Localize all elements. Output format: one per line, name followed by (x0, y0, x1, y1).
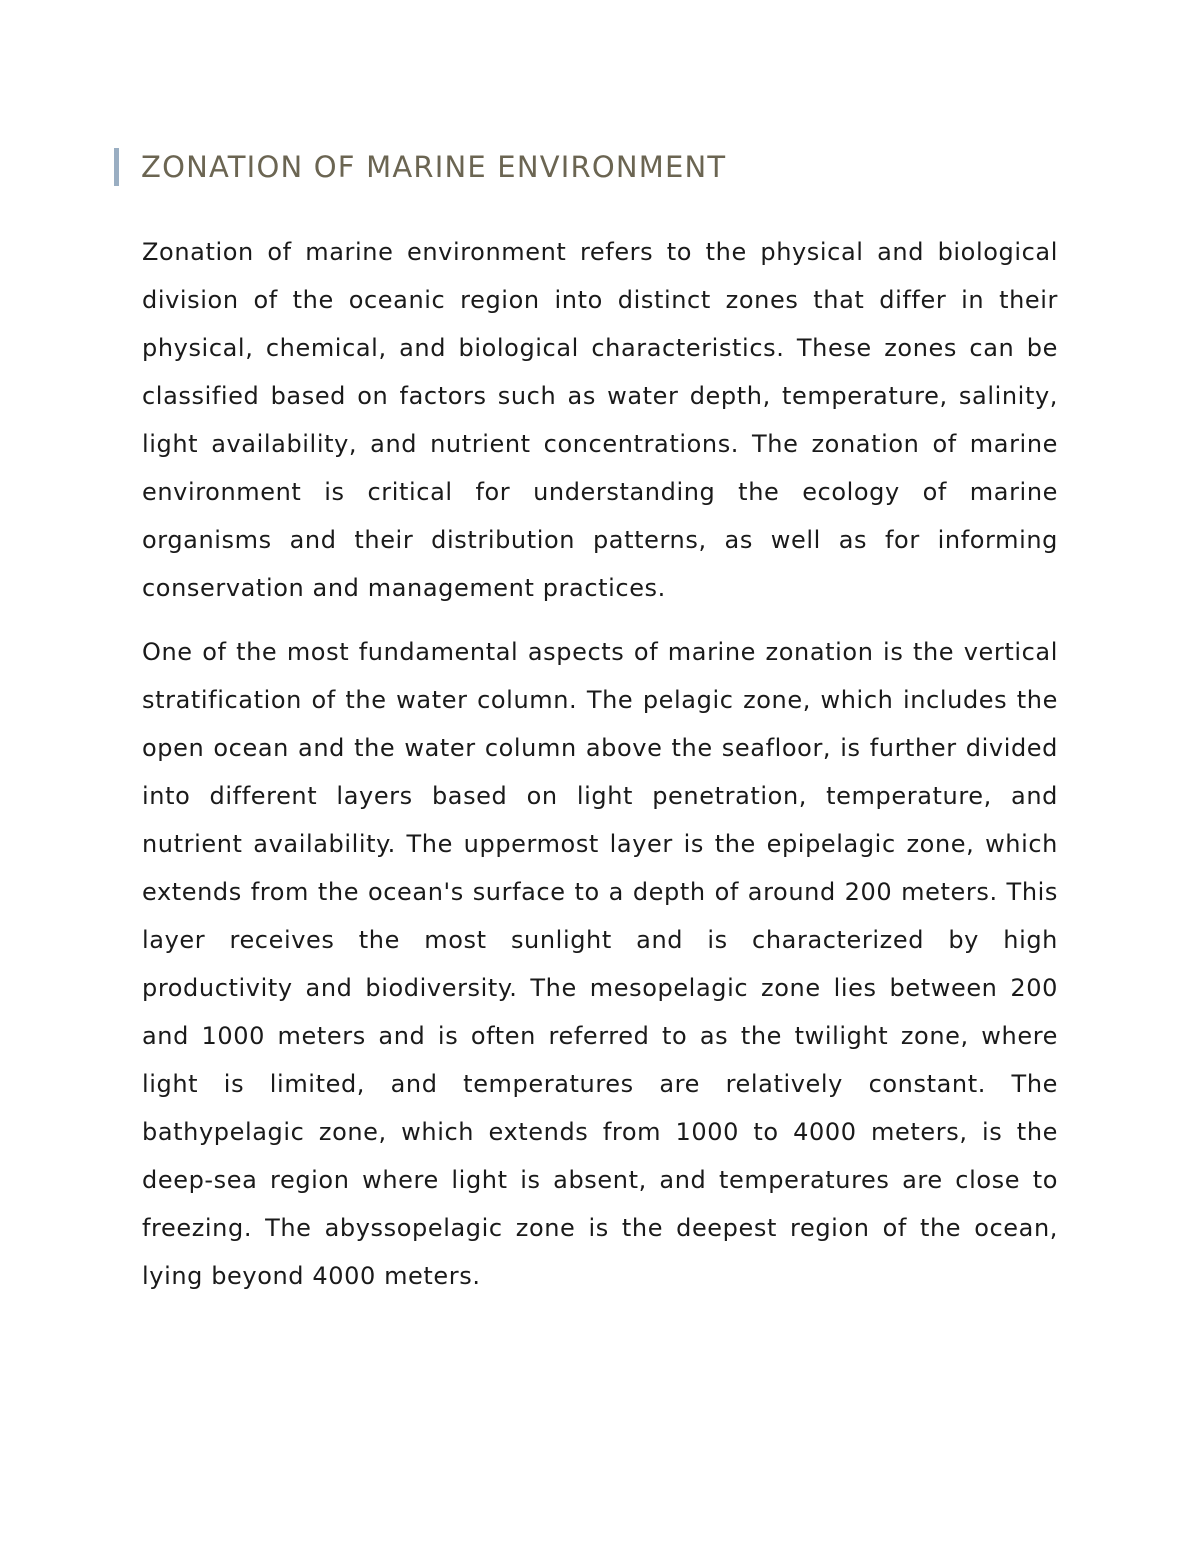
heading-accent-bar (114, 148, 119, 186)
paragraph-intro: Zonation of marine environment refers to the physical and biological division of the oceanic region into distinct zones that differ in their physical, chemical, and biological characteristics. These zones can be classified based on factors such as water depth, temperature, salinity, light availability, and nutrient concentrations. The zonation of marine environment is critical for understanding the ecology of marine organisms and their distribution patterns, as well as for informing conservation and management practices. (142, 238, 1058, 602)
paragraph-vertical-stratification: One of the most fundamental aspects of marine zonation is the vertical stratification of the water column. The pelagic zone, which includes the open ocean and the water column above the seafloor, is further divided into different layers based on light penetration, temperature, and nutrient availability. The uppermost layer is the epipelagic zone, which extends from the ocean's surface to a depth of around 200 meters. This layer receives the most sunlight and is characterized by high productivity and biodiversity. The mesopelagic zone lies between 200 and 1000 meters and is often referred to as the twilight zone, where light is limited, and temperatures are relatively constant. The bathypelagic zone, which extends from 1000 to 4000 meters, is the deep-sea region where light is absent, and temperatures are close to freezing. The abyssopelagic zone is the deepest region of the ocean, lying beyond 4000 meters. (142, 638, 1058, 1290)
heading-block (114, 148, 726, 186)
document-body (142, 228, 1058, 1316)
document-heading: ZONATION OF MARINE ENVIRONMENT (141, 150, 727, 184)
